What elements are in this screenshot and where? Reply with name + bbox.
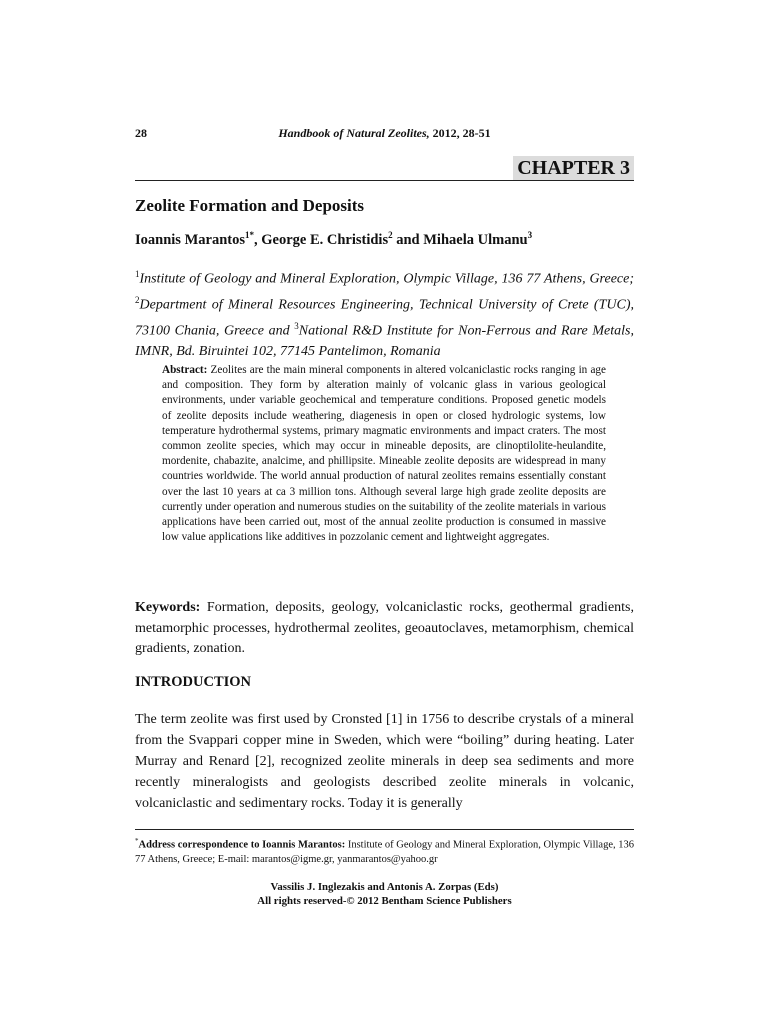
journal-name: Handbook of Natural Zeolites, (278, 126, 430, 140)
chapter-label: CHAPTER 3 (513, 156, 634, 180)
section-heading-introduction: INTRODUCTION (135, 674, 252, 690)
footnote-label: Address correspondence to Ioannis Marantos: (138, 839, 346, 851)
author-name: Mihaela Ulmanu (423, 231, 528, 248)
abstract-text: Zeolites are the main mineral components in altered volcaniclastic rocks ranging in age and composition. They form by alteration mainly of volcanic glass in various geological environments, under variable geochemical and temperature conditions. Proposed genetic models of zeolite deposits include weathering, diagenesis in open or closed hydrologic systems, low temperature hydrothermal systems, primary magmatic environments and impact craters. The most common zeolite species, which may occur in mineable deposits, are clinoptilolite-heulandite, mordenite, chabazite, analcime, and phillipsite. Mineable zeolite deposits are widespread in many countries worldwide. The world annual production of natural zeolites remains essentially constant over the last 10 years at ca 3 million tons. Although several large high grade zeolite deposits are currently under operation and numerous studies on the suitability of the zeolite materials in various applications have been carried out, most of the annual zeolite production is consumed in massive low value applications like additives in pozzolanic cement and lightweight aggregates. (162, 364, 606, 544)
journal-citation (135, 126, 634, 141)
affiliation-text: National R&D Institute for Non-Ferrous and Rare Metals, IMNR, Bd. Biruintei 102, 77145 Pantelimon, Romania (135, 323, 635, 360)
abstract-label: Abstract: (162, 364, 208, 376)
header-rule (135, 180, 634, 181)
publisher-footer (135, 880, 634, 908)
footnote-text: Institute of Geology and Mineral Exploration, Olympic Village, 136 77 Athens, Greece; E-mail: marantos@igme.gr, yanmarantos@yahoo.gr (135, 839, 634, 865)
author-affiliation-mark: 3 (527, 230, 533, 240)
affiliation-mark: 1 (135, 269, 140, 279)
author-separator: and (392, 231, 424, 248)
running-head (135, 126, 634, 144)
keywords-text: Formation, deposits, geology, volcaniclastic rocks, geothermal gradients, metamorphic processes, hydrothermal zeolites, geoautoclaves, metamorphism, chemical gradients, zonation. (135, 600, 634, 656)
author-list (135, 230, 532, 249)
footnote-mark: * (135, 837, 139, 845)
abstract (162, 363, 606, 545)
page-number: 28 (135, 126, 147, 140)
affiliation-text: Institute of Geology and Mineral Exploration, Olympic Village, 136 77 Athens, Greece; (139, 271, 634, 287)
author-name: George E. Christidis (261, 231, 389, 248)
footnote-rule (135, 829, 634, 830)
keywords-label: Keywords: (135, 600, 201, 615)
journal-details: 2012, 28-51 (429, 126, 491, 140)
introduction-paragraph: The term zeolite was first used by Cronsted [1] in 1756 to describe crystals of a mineral from the Svappari copper mine in Sweden, which were “boiling” during heating. Later Murray and Renard [2], recognized zeolite minerals in deep sea sediments and more recently mineralogists and geologists described zeolite minerals in volcanic, volcaniclastic and sedimentary rocks. Today it is generally (135, 712, 634, 811)
affiliations (135, 264, 634, 363)
affiliation-text: Department of Mineral Resources Engineering, Technical University of Crete (TUC), 73100 Chania, Greece and (135, 297, 634, 339)
correspondence-footnote (135, 834, 634, 867)
author-name: Ioannis Marantos (135, 231, 245, 248)
affiliation-mark: 3 (294, 321, 299, 332)
keywords (135, 598, 634, 660)
editors-line: Vassilis J. Inglezakis and Antonis A. Zorpas (Eds) (270, 881, 499, 893)
affiliation-mark: 2 (135, 295, 140, 306)
author-separator: , (253, 231, 262, 248)
author-affiliation-mark: 1* (244, 230, 254, 240)
rights-line: All rights reserved-© 2012 Bentham Science Publishers (257, 895, 512, 907)
article-title: Zeolite Formation and Deposits (135, 196, 365, 215)
author-affiliation-mark: 2 (388, 230, 393, 240)
